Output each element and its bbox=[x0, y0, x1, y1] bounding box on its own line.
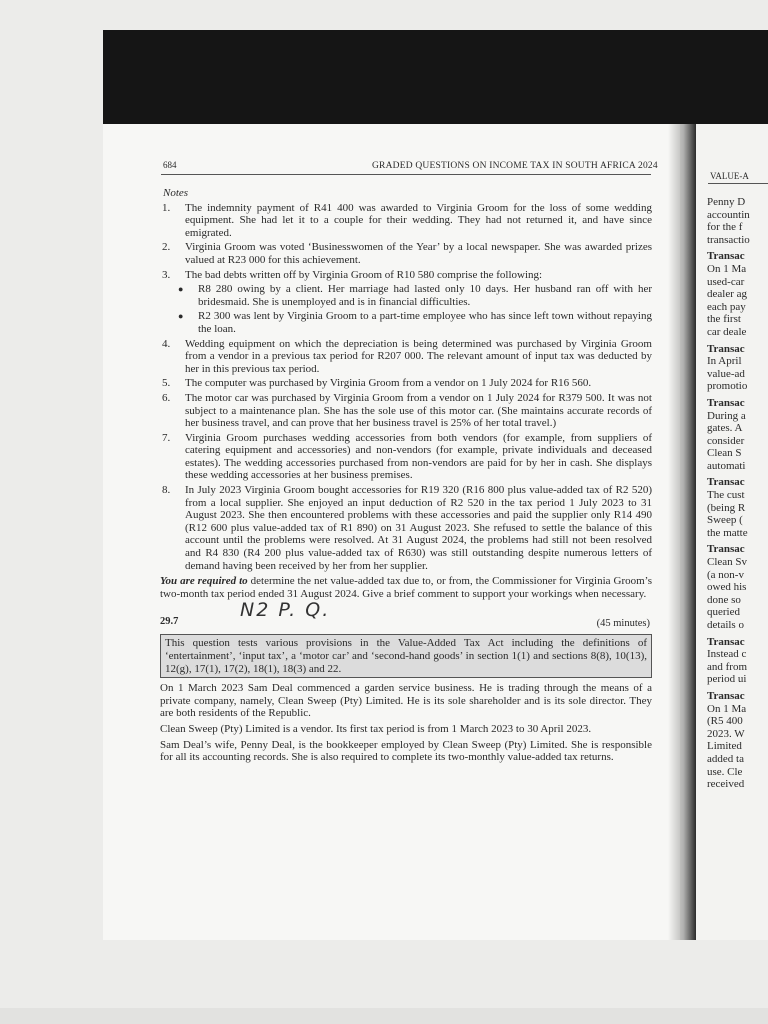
right-page-line: accountin bbox=[707, 208, 750, 221]
question-header bbox=[160, 599, 652, 634]
note-4 bbox=[160, 338, 652, 376]
required-instruction bbox=[160, 575, 652, 600]
paragraph: Sam Deal’s wife, Penny Deal, is the bookkeeper employed by Clean Sweep (Pty) Limited. She is responsible for all its accounting records. She is also required to complete its two-monthly value-added tax returns. bbox=[160, 738, 652, 764]
right-page-line: added ta bbox=[707, 752, 744, 765]
paragraph: Clean Sweep (Pty) Limited is a vendor. Its first tax period is from 1 March 2023 to 30 April 2023. bbox=[160, 722, 592, 735]
right-page-line: On 1 Ma bbox=[707, 702, 747, 715]
scanner-shadow-band bbox=[103, 30, 768, 124]
required-text: determine the net value-added tax due to, or from, the Commissioner for Virginia Groom’s two-month tax period ended 31 August 2024. Give a brief comment to support your workings when necessary. bbox=[160, 575, 653, 600]
note-text: The motor car was purchased by Virginia Groom from a vendor on 1 July 2024 for R379 500. It was not subject to a maintenance plan. She has the sole use of this motor car. (She maintains accurate records of her business travel, and can prove that her business travel is 25% of her total travel.) bbox=[185, 391, 652, 430]
right-page-line: each pay bbox=[707, 300, 746, 313]
right-page-line: Penny D bbox=[707, 196, 746, 208]
right-page-line: used-car bbox=[707, 275, 745, 288]
bullet-text: R8 280 owing by a client. Her marriage had lasted only 10 days. Her husband ran off with her bridesmaid. She is unemployed and is in financial difficulties. bbox=[198, 283, 652, 308]
right-page-line: Instead c bbox=[707, 648, 747, 661]
note-3-bullet-2 bbox=[160, 310, 652, 335]
right-page-line: owed his bbox=[707, 581, 747, 594]
right-page-header-rule bbox=[708, 183, 768, 184]
note-8 bbox=[160, 484, 652, 572]
note-number: 4. bbox=[162, 337, 171, 350]
note-number: 7. bbox=[162, 431, 171, 444]
note-number: 1. bbox=[162, 201, 171, 214]
note-text: Virginia Groom purchases wedding accessories from both vendors (for example, from suppliers of catering equipment and accessories) and non-vendors (for example, private individuals and deceased estates). The wedding accessories purchased from non-vendors are paid for by her in cash. She displays these wedding accessories at her business premises. bbox=[185, 431, 652, 482]
right-page-line: value-ad bbox=[707, 367, 745, 380]
note-1 bbox=[160, 202, 652, 240]
running-head: GRADED QUESTIONS ON INCOME TAX IN SOUTH AFRICA 2024 bbox=[372, 161, 658, 171]
header-rule bbox=[161, 174, 651, 175]
note-number: 5. bbox=[162, 377, 171, 390]
right-page-line: details o bbox=[707, 619, 744, 631]
note-number: 3. bbox=[162, 268, 171, 281]
right-page-line: the first bbox=[707, 313, 741, 326]
note-3-bullet-1 bbox=[160, 283, 652, 308]
note-number: 6. bbox=[162, 391, 171, 404]
right-page-line: 2023. W bbox=[707, 727, 745, 740]
note-text: Virginia Groom was voted ‘Businesswomen of the Year’ by a local newspaper. She was awarded prizes valued at R23 000 for this achievement. bbox=[185, 241, 652, 266]
right-page-text bbox=[707, 196, 768, 791]
right-page-subheading: Transac bbox=[707, 476, 745, 489]
handwritten-annotation: N2 P. Q. bbox=[240, 599, 331, 622]
right-page-subheading: Transac bbox=[707, 396, 745, 409]
right-page-line: car deale bbox=[707, 325, 747, 338]
right-page-line: for the f bbox=[707, 221, 743, 234]
right-page-line: In April bbox=[707, 355, 742, 368]
right-page-line: On 1 Ma bbox=[707, 262, 747, 275]
right-page-line: The cust bbox=[707, 489, 745, 502]
bullet-icon: ● bbox=[178, 311, 184, 322]
right-page-line: (being R bbox=[707, 501, 746, 514]
note-number: 8. bbox=[162, 484, 171, 497]
right-page-line: Sweep ( bbox=[707, 514, 743, 527]
right-page-line: promotio bbox=[707, 380, 748, 393]
right-page-line: received bbox=[707, 778, 745, 791]
right-page-subheading: Transac bbox=[707, 342, 745, 355]
right-page bbox=[696, 124, 768, 940]
note-number: 2. bbox=[162, 241, 171, 254]
bullet-icon: ● bbox=[178, 284, 184, 295]
right-page-line: (a non-v bbox=[707, 568, 744, 581]
right-page-line: Limited bbox=[707, 740, 742, 753]
note-text: The indemnity payment of R41 400 was awarded to Virginia Groom for the loss of some wedding equipment. She had let it to a couple for their wedding. They had not returned it, and have since emigrated. bbox=[185, 201, 652, 239]
question-number: 29.7 bbox=[160, 616, 179, 628]
paragraph: On 1 March 2023 Sam Deal commenced a garden service business. He is trading through the means of a private company, namely, Clean Sweep (Pty) Limited. He is its sole shareholder and is its sole director. They are both residents of the Republic. bbox=[160, 682, 652, 720]
bullet-text: R2 300 was lent by Virginia Groom to a part-time employee who has since left town without repaying the loan. bbox=[198, 310, 652, 335]
page-content bbox=[160, 187, 652, 767]
book-gutter-shadow bbox=[668, 124, 696, 940]
right-page-line: the matte bbox=[707, 526, 748, 539]
right-page-running-head: VALUE-A bbox=[710, 171, 749, 181]
right-page-line: and from bbox=[707, 660, 748, 673]
right-page-line: consider bbox=[707, 434, 745, 447]
note-5 bbox=[160, 377, 652, 390]
notes-heading: Notes bbox=[163, 187, 189, 199]
right-page-line: period ui bbox=[707, 673, 747, 686]
right-page-subheading: Transac bbox=[707, 250, 745, 263]
page-number: 684 bbox=[163, 160, 177, 170]
right-page-line: queried bbox=[707, 606, 740, 619]
right-page-line: (R5 400 bbox=[707, 715, 743, 728]
note-7 bbox=[160, 432, 652, 482]
right-page-line: Clean S bbox=[707, 447, 742, 460]
note-text: The computer was purchased by Virginia Groom from a vendor on 1 July 2024 for R16 560. bbox=[185, 377, 592, 390]
note-2 bbox=[160, 241, 652, 266]
note-text: The bad debts written off by Virginia Groom of R10 580 comprise the following: bbox=[185, 268, 543, 281]
right-page-subheading: Transac bbox=[707, 543, 745, 556]
right-page-line: transactio bbox=[707, 233, 750, 246]
right-page-line: During a bbox=[707, 409, 746, 422]
scan-bottom-edge bbox=[0, 1008, 768, 1024]
required-emphasis: You are required to bbox=[160, 575, 248, 588]
note-6 bbox=[160, 392, 652, 430]
note-text: In July 2023 Virginia Groom bought accessories for R19 320 (R16 800 plus value-added tax of R2 520) from a local supplier. She enjoyed an input deduction of R2 520 in the tax period 1 July 2023 to 31 August 2023. She then encountered problems with these accessories and paid the supplier only R14 490 (R12 600 plus value-added tax of R1 890) on 31 August 2023. She refused to settle the balance of this account until the problems were resolved. At 31 August 2024, the problems had still not been resolved and R4 830 (R4 200 plus value-added tax of R630) was still outstanding despite numerous letters of demand having been received by her from her supplier. bbox=[185, 484, 652, 572]
right-page-line: dealer ag bbox=[707, 288, 747, 301]
question-scope-box: This question tests various provisions in the Value-Added Tax Act including the definitions of ‘entertainment’, ‘input tax’, a ‘motor car’ and ‘second-hand goods’ in section 1(1) and sections 8(8), 10(13), 12(g), 17(1), 17(2), 18(1), 18(3) and 22. bbox=[160, 634, 652, 678]
note-text: Wedding equipment on which the depreciation is being determined was purchased by Virginia Groom from a vendor in a previous tax period for R207 000. The relevant amount of input tax was deducted by her in this previous tax period. bbox=[185, 337, 652, 375]
right-page-line: Clean Sv bbox=[707, 556, 748, 569]
question-time: (45 minutes) bbox=[596, 618, 650, 630]
right-page-subheading: Transac bbox=[707, 635, 745, 648]
right-page-subheading: Transac bbox=[707, 689, 745, 702]
right-page-line: automati bbox=[707, 459, 746, 472]
right-page-line: use. Cle bbox=[707, 765, 743, 778]
note-3 bbox=[160, 269, 652, 282]
right-page-line: done so bbox=[707, 593, 741, 606]
right-page-line: gates. A bbox=[707, 422, 743, 435]
